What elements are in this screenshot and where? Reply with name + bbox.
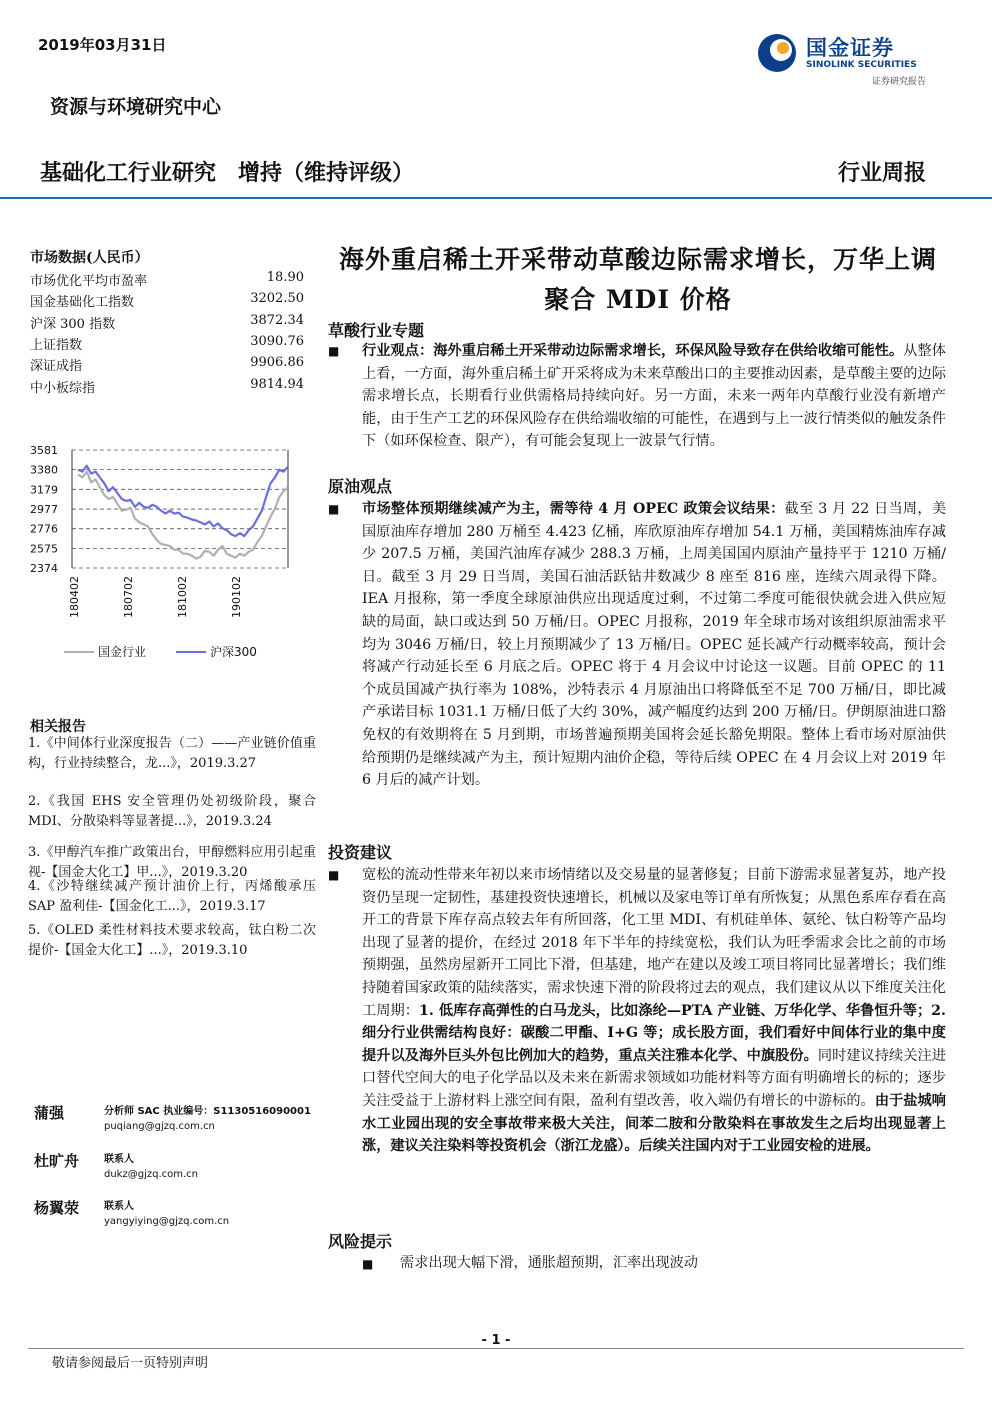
- market-data-row: [30, 334, 304, 353]
- market-data-label: 上证指数: [30, 337, 83, 353]
- oxalic-body: 从整体上看，一方面，海外重启稀土矿开采将成为未来草酸出口的主要推动因素，是草酸主要的边际需求增长点，长期看行业供需格局持续向好。另一方面，未来一两年内草酸行业没有新增产能，由于生产工艺的环保风险存在供给端收缩的可能性，在遇到与上一波行情类似的触发条件下（如环保检查、限产），有可能会复现上一波景气行情。: [362, 343, 946, 450]
- section-heading-oxalic: 草酸行业专题: [328, 321, 425, 340]
- section-oxalic-text: [362, 340, 946, 453]
- chart-y-tick-label: 2374: [30, 562, 58, 575]
- market-data-row: [30, 270, 304, 289]
- analyst-info: [104, 1152, 198, 1182]
- market-data-value: 3202.50: [250, 291, 304, 307]
- logo-cn-text: 国金证券: [806, 36, 894, 60]
- research-center: 资源与环境研究中心: [50, 96, 222, 118]
- investment-body1: 宽松的流动性带来年初以来市场情绪以及交易量的显著修复；目前下游需求显著复苏，地产投资仍呈现一定韧性，基建投资快速增长，机械以及家电等订单有所恢复；从黑色系库存看在高开工的背景下库存高点较去年有所回落，化工里 MDI、有机硅单体、氨纶、钛白粉等产品均出现了显著的提价，在经过 2018 年下半年的持续宽松，我们认为旺季需求会比之前的市场预期强，虽然房屋新开工同比下滑，但基建，地产在建以及竣工项目将同比显著增长；我们维持随着国家政策的陆续落实，需求快速下滑的阶段将过去的观点，我们建议从以下维度关注化工周期：: [362, 867, 946, 1019]
- analyst-role: 分析师 SAC 执业编号：S1130516090001: [104, 1106, 311, 1117]
- sector-rating: 基础化工行业研究 增持（维持评级）: [40, 161, 415, 186]
- analyst-email[interactable]: puqiang@gjzq.com.cn: [104, 1121, 215, 1132]
- bullet-icon: ■: [362, 1257, 374, 1271]
- chart-legend-label: 国金行业: [98, 645, 147, 659]
- chart-y-tick-label: 3581: [30, 444, 58, 457]
- chart-y-tick-label: 2776: [30, 522, 58, 536]
- market-data-row: [30, 355, 304, 374]
- chart-series-line: [78, 466, 288, 536]
- chart-y-tick-label: 2575: [30, 542, 58, 556]
- chart-legend-label: 沪深300: [210, 645, 257, 659]
- investment-bold1: 1. 低库存高弹性的白马龙头，比如涤纶—PTA 产业链、万华化学、华鲁恒升等；2.细分行业供需结构良好：碳酸二甲酯、I+G 等；成长股方面，我们看好中间体行业的集中度提升以及海外巨头外包比例加大的趋势，重点关注雅本化学、中旗股份。: [362, 1002, 946, 1064]
- analyst-name: 蒲强: [34, 1104, 65, 1122]
- analyst-email[interactable]: yangyiying@gjzq.com.cn: [104, 1216, 230, 1227]
- footer-note: 敬请参阅最后一页特别声明: [52, 1356, 209, 1371]
- bullet-icon: ■: [328, 868, 340, 882]
- chart-y-tick-label: 3179: [30, 483, 58, 497]
- page-number: - 1 -: [481, 1333, 511, 1348]
- market-data-value: 18.90: [266, 270, 304, 285]
- market-data-row: [30, 291, 304, 310]
- market-data-title: 市场数据(人民币）: [30, 250, 149, 266]
- related-report-item[interactable]: 5.《OLED 柔性材料技术要求较高，钛白粉二次提价-【国金大化工】...》，2019.3.10: [28, 923, 316, 958]
- market-data-label: 国金基础化工指数: [30, 295, 135, 311]
- market-data-row: [30, 377, 304, 396]
- analyst-name: 杜旷舟: [34, 1152, 80, 1170]
- analyst-name: 杨翼荥: [34, 1199, 80, 1217]
- report-type-small: 证券研究报告: [872, 77, 927, 87]
- oxalic-lead: 行业观点：海外重启稀土开采带动边际需求增长，环保风险导致存在供给收缩可能性。: [362, 343, 904, 359]
- market-data-label: 沪深 300 指数: [30, 316, 116, 332]
- logo-en-text: SINOLINK SECURITIES: [806, 60, 917, 70]
- crude-lead: 市场整体预期继续减产为主，需等待 4 月 OPEC 政策会议结果：: [362, 501, 785, 517]
- market-data-row: [30, 313, 304, 332]
- analyst-role: 联系人: [104, 1201, 134, 1212]
- crude-body: 截至 3 月 22 日当周，美国原油库存增加 280 万桶至 4.423 亿桶，库欣原油库存增加 54.1 万桶，美国精炼油库存减少 207.5 万桶，美国汽油库存减少 288.3 万桶，上周美国国内原油产量持平于 1210 万桶/日。截至 3 月 29 日当周，美国石油活跃钻井数减少 8 座至 816 座，连续六周录得下降。IEA 月报称，第一季度全球原油供应出现适度过剩，不过第二季度可能很快就会进入供应短缺的局面，缺口或达到 50 万桶/日。OPEC 月报称，2019 年全球市场对该组织原油需求平均为 3046 万桶/日，较上月预期减少了 13 万桶/日。OPEC 延长减产行动概率较高，预计会将减产行动延长至 6 月底之后。OPEC 将于 4 月会议中讨论这一议题。目前 OPEC 的 11 个成员国减产执行率为 108%，沙特表示 4 月原油出口将降低至不足 700 万桶/日，即比减产承诺目标 1031.1 万桶/日低了大约 30%，减产幅度约达到 200 万桶/日。伊朗原油进口豁免权的有效期将在 5 月到期，市场普遍预期美国将会延长豁免期限。整体上看市场对原油供给预期仍是继续减产为主，预计短期内油价企稳，等待后续 OPEC 在 4 月会议上对 2019 年 6 月后的减产计划。: [362, 501, 947, 789]
- chart-y-tick-label: 3380: [30, 463, 58, 477]
- header-divider: [0, 197, 992, 199]
- related-report-item[interactable]: 4.《沙特继续减产预计油价上行，丙烯酸承压 SAP 盈利佳-【国金化工...》，2019.3.17: [28, 879, 316, 914]
- market-data-value: 9906.86: [250, 355, 304, 371]
- analyst-role: 联系人: [104, 1154, 134, 1165]
- bullet-icon: ■: [328, 344, 340, 358]
- section-risk-text: 需求出现大幅下滑，通胀超预期，汇率出现波动: [400, 1255, 698, 1271]
- section-heading-crude: 原油观点: [328, 477, 393, 496]
- index-line-chart: [26, 440, 316, 670]
- chart-x-tick-label: 180702: [122, 576, 135, 618]
- investment-bold2: 由于盐城响水工业园出现的安全事故带来极大关注，间苯二胺和分散染料在事故发生之后均出现显著上涨，建议关注染料等投资机会（浙江龙盛）。后续关注国内对于工业园安检的进展。: [362, 1092, 946, 1155]
- market-data-value: 9814.94: [250, 376, 304, 392]
- footer-divider: [28, 1348, 964, 1349]
- section-heading-risk: 风险提示: [328, 1232, 393, 1251]
- market-data-label: 市场优化平均市盈率: [30, 274, 148, 289]
- section-investment-text: [362, 864, 946, 1158]
- market-data-label: 中小板综指: [30, 380, 96, 396]
- market-data-value: 3090.76: [250, 333, 304, 349]
- analyst-info: [104, 1104, 311, 1134]
- chart-x-tick-label: 180402: [68, 576, 81, 618]
- related-report-item[interactable]: 3.《甲醇汽车推广政策出台，甲醇燃料应用引起重视-【国金大化工】甲...》，2019.3.20: [28, 845, 316, 880]
- report-date: 2019年03月31日: [38, 36, 167, 54]
- section-crude-text: [362, 498, 946, 792]
- main-title: 海外重启稀土开采带动草酸边际需求增长，万华上调聚合 MDI 价格: [338, 245, 937, 314]
- company-logo: [756, 28, 956, 92]
- market-data-label: 深证成指: [30, 359, 83, 375]
- related-report-item[interactable]: 2.《我国 EHS 安全管理仍处初级阶段，聚合 MDI、分散染料等显著提...》，2019.3.24: [28, 794, 316, 829]
- section-heading-investment: 投资建议: [328, 843, 393, 862]
- sinolink-logo-icon: [756, 32, 798, 74]
- chart-series-line: [78, 472, 288, 559]
- related-reports-title: 相关报告: [30, 719, 86, 735]
- bullet-icon: ■: [328, 502, 340, 516]
- report-kind: 行业周报: [838, 160, 927, 186]
- analyst-info: [104, 1199, 229, 1229]
- chart-x-tick-label: 181002: [176, 576, 189, 618]
- chart-y-tick-label: 2977: [30, 503, 58, 517]
- market-data-value: 3872.34: [250, 312, 304, 328]
- investment-body2: 同时建议持续关注进口替代空间大的电子化学品以及未来在新需求领域如功能材料等方面有明确增长的标的；逐步关注受益于上游材料上涨空间有限，盈利有望改善，收入端仍有增长的中游标的。: [362, 1047, 946, 1109]
- analyst-email[interactable]: dukz@gjzq.com.cn: [104, 1169, 198, 1180]
- related-report-item[interactable]: 1.《中间体行业深度报告（二）——产业链价值重构，行业持续整合，龙...》，2019.3.27: [28, 736, 316, 771]
- chart-x-tick-label: 190102: [230, 576, 243, 618]
